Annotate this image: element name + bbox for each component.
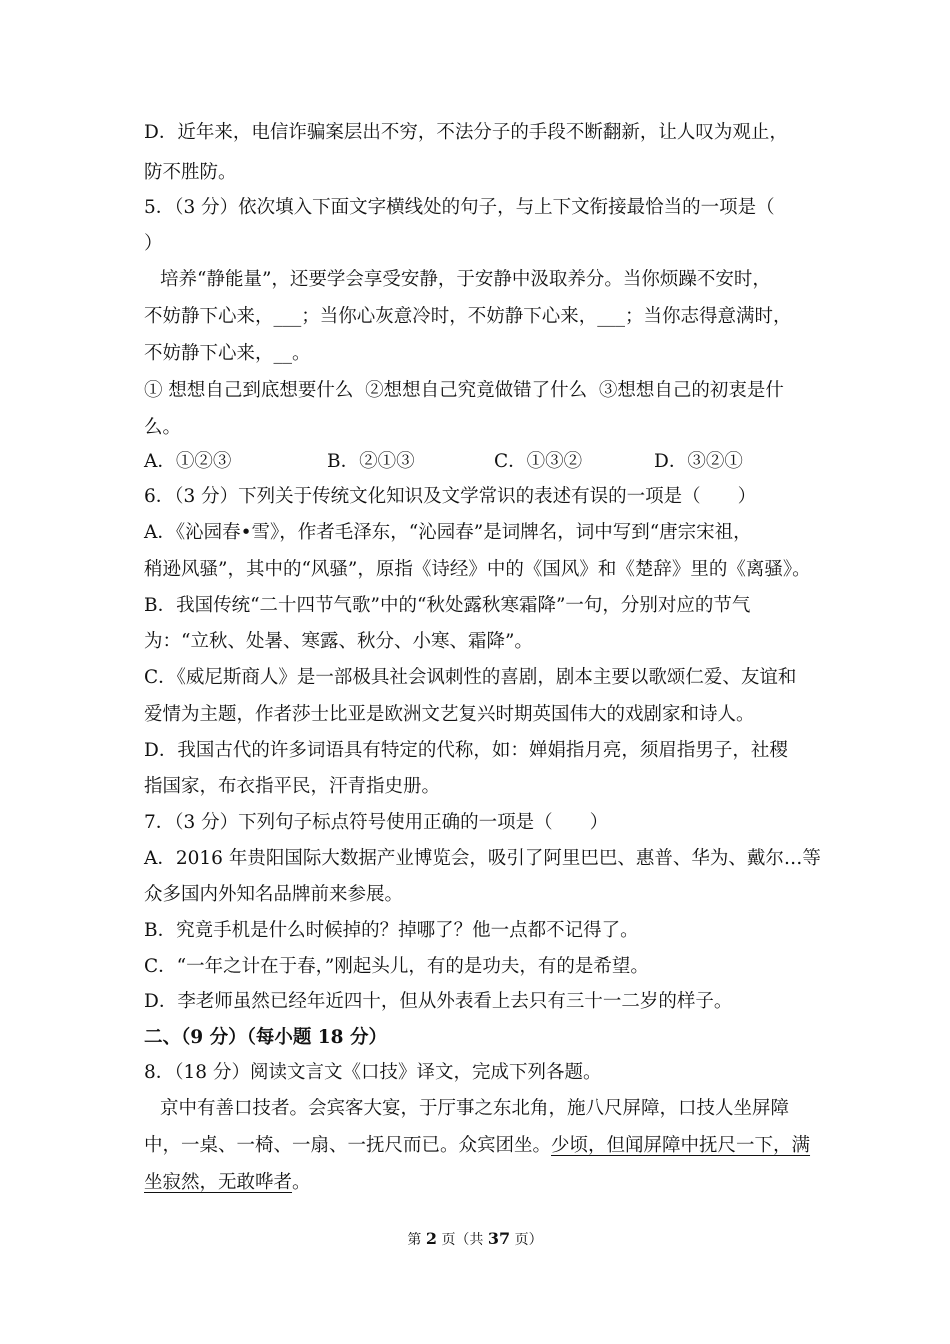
q6-option-c-line2: 爱情为主题，作者莎士比亚是欧洲文艺复兴时期英国伟大的戏剧家和诗人。 (144, 704, 755, 725)
footer-prefix: 第 (407, 1232, 422, 1248)
q5-option-d: D．③②① (654, 451, 743, 472)
section-2-heading: 二、（9 分）（每小题 18 分） (144, 1027, 387, 1048)
q8-passage-line2 (144, 1134, 810, 1158)
q8-passage-line3 (144, 1171, 311, 1195)
q8-underlined-sentence-part2: 坐寂然，无敢哗者 (144, 1172, 293, 1193)
q7-option-d: D．李老师虽然已经年近四十，但从外表看上去只有三十一二岁的样子。 (144, 991, 733, 1012)
q8-passage-line2-plain: 中，一桌、一椅、一扇、一抚尺而已。众宾团坐。 (144, 1135, 552, 1156)
q7-option-c: C．“一年之计在于春，”刚起头儿，有的是功夫，有的是希望。 (144, 956, 649, 977)
q8-underlined-sentence-part1: 少顷，但闻屏障中抚尺一下，满 (551, 1135, 811, 1156)
q7-option-a-line1: A．2016 年贵阳国际大数据产业博览会，吸引了阿里巴巴、惠普、华为、戴尔…等 (144, 848, 821, 869)
q6-option-d-line1: D．我国古代的许多词语具有特定的代称，如：婵娟指月亮，须眉指男子，社稷 (144, 740, 788, 761)
q8-passage-line1: 京中有善口技者。会宾客大宴，于厅事之东北角，施八尺屏障，口技人坐屏障 (160, 1098, 790, 1119)
q5-items-line2: 么。 (144, 417, 182, 438)
q5-items-line1: ① 想想自己到底想要什么 ②想想自己究竟做错了什么 ③想想自己的初衷是什 (144, 380, 784, 401)
q5-option-c: C．①③② (494, 451, 583, 472)
q5-passage-line3: 不妨静下心来，__。 (144, 343, 311, 364)
q7-option-a-line2: 众多国内外知名品牌前来参展。 (144, 884, 404, 905)
q5-option-a: A．①②③ (144, 451, 232, 472)
q7-stem: 7．（3 分）下列句子标点符号使用正确的一项是（ ） (144, 812, 609, 833)
q6-stem: 6．（3 分）下列关于传统文化知识及文学常识的表述有误的一项是（ ） (144, 486, 757, 507)
footer-suffix: 页） (514, 1232, 543, 1248)
footer-total-pages: 37 (487, 1229, 511, 1248)
footer-mid: 页（共 (441, 1232, 484, 1248)
q8-passage-line3-end: 。 (292, 1172, 311, 1193)
q6-option-d-line2: 指国家，布衣指平民，汗青指史册。 (144, 776, 441, 797)
q6-option-a-line2: 稍逊风骚”，其中的“风骚”，原指《诗经》中的《国风》和《楚辞》里的《离骚》。 (144, 559, 811, 580)
q5-passage-line2: 不妨静下心来，___；当你心灰意冷时，不妨静下心来，___；当你志得意满时， (144, 306, 792, 327)
q5-stem-line2: ） (144, 233, 163, 254)
q7-option-b: B．究竟手机是什么时候掉的？掉哪了？他一点都不记得了。 (144, 920, 639, 941)
q4-option-d-line1: D．近年来，电信诈骗案层出不穷，不法分子的手段不断翻新，让人叹为观止， (144, 122, 788, 143)
q6-option-c-line1: C．《威尼斯商人》是一部极具社会讽刺性的喜剧，剧本主要以歌颂仁爱、友谊和 (144, 667, 797, 688)
q4-option-d-line2: 防不胜防。 (144, 162, 237, 183)
footer-page-number: 2 (425, 1229, 437, 1248)
q5-passage-line1: 培养“静能量”，还要学会享受安静，于安静中汲取养分。当你烦躁不安时， (160, 269, 771, 290)
q6-option-b-line2: 为：“立秋、处暑、寒露、秋分、小寒、霜降”。 (144, 631, 533, 652)
q8-stem: 8．（18 分）阅读文言文《口技》译文，完成下列各题。 (144, 1062, 602, 1083)
q5-options (144, 450, 844, 474)
q6-option-a-line1: A．《沁园春•雪》，作者毛泽东，“沁园春”是词牌名，词中写到“唐宗宋祖， (144, 522, 752, 543)
page-footer (0, 1229, 950, 1250)
q5-option-b: B．②①③ (327, 451, 415, 472)
q5-stem-line1: 5．（3 分）依次填入下面文字横线处的句子，与上下文衔接最恰当的一项是（ (144, 197, 775, 218)
q6-option-b-line1: B．我国传统“二十四节气歌”中的“秋处露秋寒霜降”一句，分别对应的节气 (144, 595, 751, 616)
